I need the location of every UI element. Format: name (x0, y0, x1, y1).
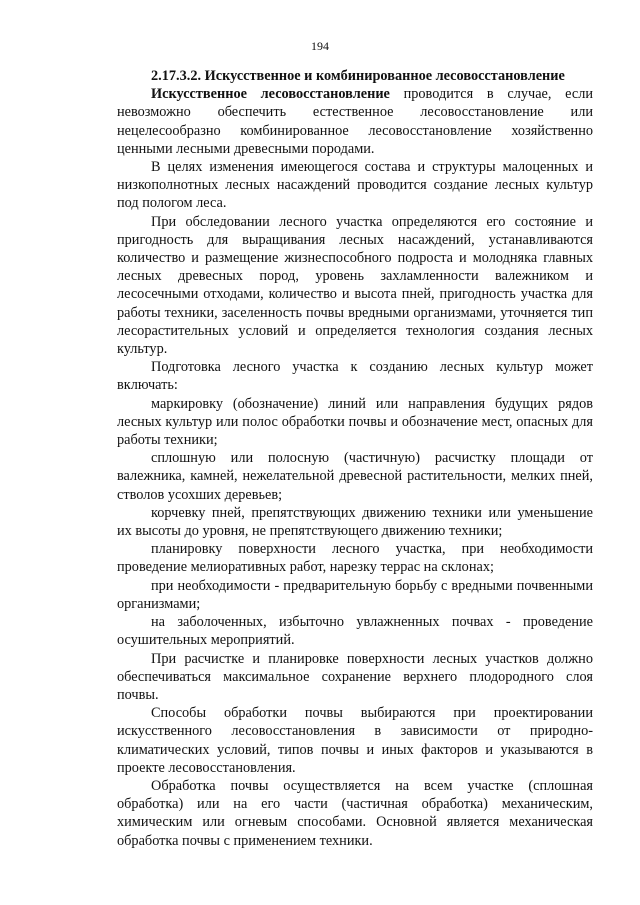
list-item: маркировку (обозначение) линий или направления будущих рядов лесных культур или полос обработки почвы и обозначение мест, опасных для работы техники; (117, 395, 593, 449)
list-item: на заболоченных, избыточно увлажненных почвах - проведение осушительных мероприятий. (117, 614, 593, 649)
paragraph: В целях изменения имеющегося состава и структуры малоценных и низкополнотных лесных насаждений проводится создание лесных культур под пологом леса. (117, 159, 593, 212)
list-item: корчевку пней, препятствующих движению техники или уменьшение их высоты до уровня, не препятствующего движению техники; (117, 504, 593, 540)
document-body (117, 67, 593, 850)
paragraph: Способы обработки почвы выбираются при проектировании искусственного лесовосстановления в зависимости от природно-климатических условий, типов почвы и иных факторов и указываются в проекте лесовосстановления. (117, 705, 593, 776)
paragraph: Подготовка лесного участка к созданию лесных культур может включать: (117, 359, 593, 394)
paragraph: Обработка почвы осуществляется на всем участке (сплошная обработка) или на его части (частичная обработка) механическим, химическим или огневым способами. Основной является механическая обработка почвы с применением техники. (117, 777, 593, 849)
paragraph: При обследовании лесного участка определяются его состояние и пригодность для выращивания лесных насаждений, устанавливаются количество и размещение жизнеспособного подроста и молодняка главных лесных древесных пород, уровень захламленности валежником и лесосечными отходами, количество и высота пней, пригодность участка для работы техники, заселенность почвы вредными организмами, уточняется тип лесорастительных условий и определяется технология создания лесных культур. (117, 213, 593, 358)
list-item: сплошную или полосную (частичную) расчистку площади от валежника, камней, нежелательной древесной растительности, мелких пней, стволов усохших деревьев; (117, 450, 593, 503)
list-item: при необходимости - предварительную борьбу с вредными почвенными организмами; (117, 577, 593, 612)
paragraph (117, 85, 593, 158)
section-heading: 2.17.3.2. Искусственное и комбинированное лесовосстановление (151, 68, 565, 84)
paragraph-text: проводится в случае, если невозможно обеспечить естественное лесовосстановление или нецелесообразно комбинированное лесовосстановление хозяйственно ценными лесными древесными породами. (117, 86, 593, 157)
page-number: 194 (311, 39, 329, 53)
paragraph: При расчистке и планировке поверхности лесных участков должно обеспечиваться максимальное сохранение верхнего плодородного слоя почвы. (117, 650, 593, 703)
list-item: планировку поверхности лесного участка, при необходимости проведение мелиоративных работ, нарезку террас на склонах; (117, 541, 593, 576)
bold-term: Искусственное лесовосстановление (151, 86, 390, 103)
